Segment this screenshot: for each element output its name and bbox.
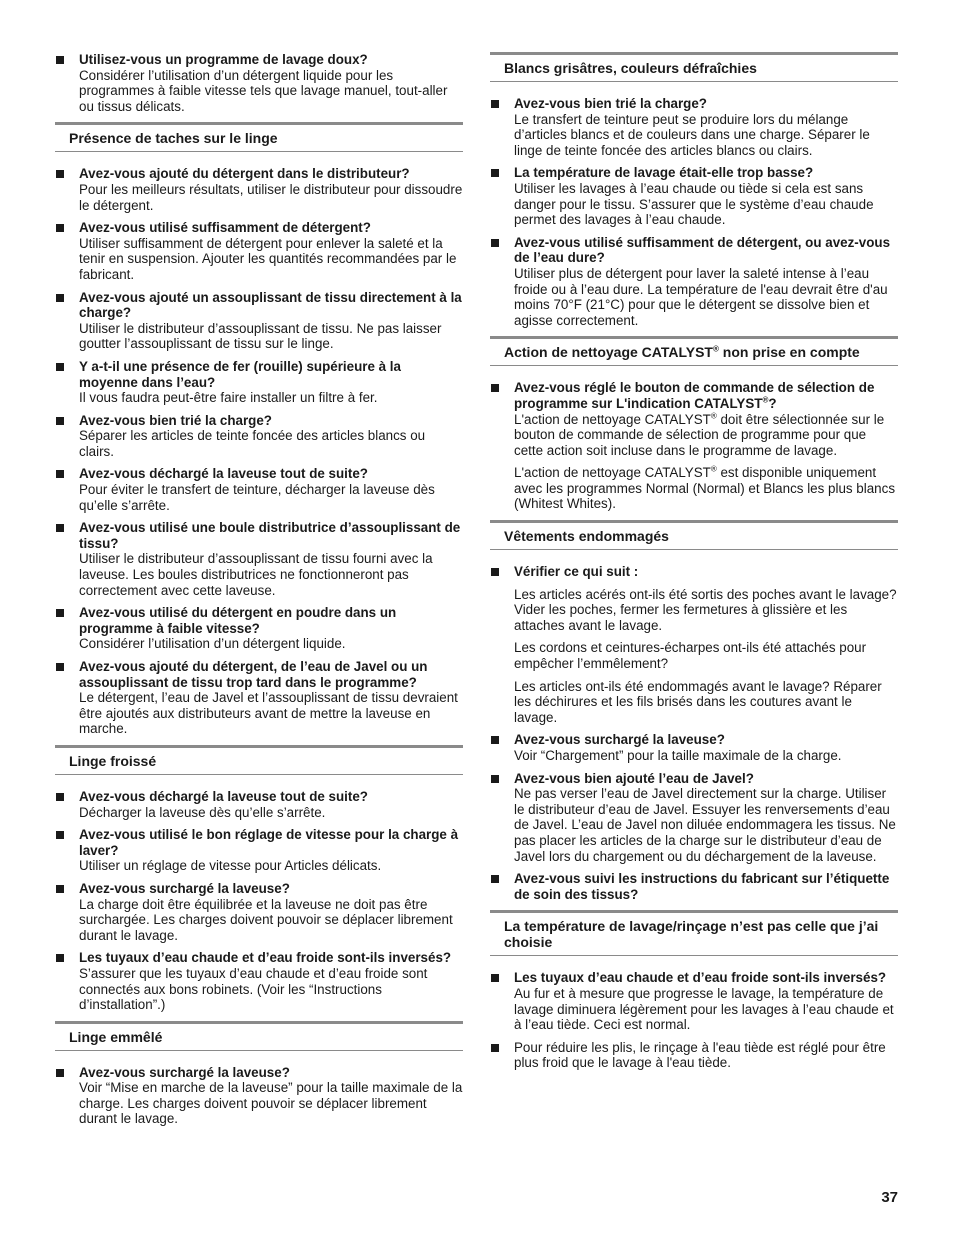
answer: Le transfert de teinture peut se produire lors du mélange d’articles blancs et de couleurs dans une charge. Séparer le linge de teinte foncée des articles blancs ou clairs. [514,111,870,158]
question: Avez-vous utilisé du détergent en poudre dans un programme à faible vitesse? [79,605,397,636]
question: Avez-vous utilisé le bon réglage de vitesse pour la charge à laver? [79,827,459,858]
list-item [490,732,898,763]
list-item [55,166,463,213]
list-item [55,827,463,874]
paragraph-text: est disponible uniquement avec les programmes Normal (Normal) et Blancs les plus blancs (Whitest Whites). [514,465,896,512]
list-item [490,871,898,902]
list-item [490,564,898,580]
list-item [490,380,898,458]
answer: Considérer l’utilisation d’un détergent liquide. [79,636,346,652]
list-item [55,413,463,460]
question: Vérifier ce qui suit : [514,564,639,580]
registered-mark: ® [712,344,719,354]
answer: Pour réduire les plis, le rinçage à l'eau tiède est réglé pour être plus froid que le lavage à l'eau tiède. [514,1039,886,1071]
question-text: Avez-vous réglé le bouton de commande de sélection de programme sur L'indication CATALYST [514,380,875,411]
question: Avez-vous utilisé suffisamment de détergent? [79,220,371,236]
question: Avez-vous déchargé la laveuse tout de suite? [79,788,368,804]
list-item [55,220,463,282]
list-item [490,96,898,158]
question: Avez-vous ajouté du détergent dans le distributeur? [79,166,410,182]
question: La température de lavage était-elle trop basse? [514,165,814,181]
answer: Pour éviter le transfert de teinture, décharger la laveuse dès qu’elle s’arrête. [79,482,435,513]
list-item [55,52,463,114]
answer-text: L'action de nettoyage CATALYST [514,411,711,427]
answer: Voir “Chargement” pour la taille maximale de la charge. [514,748,842,763]
answer: S’assurer que les tuyaux d’eau chaude et d’eau froide sont connectés aux bons robinets. (Voir les “Instructions d’installation”.) [79,965,428,1013]
list-item [490,771,898,865]
question: Avez-vous utilisé suffisamment de détergent, ou avez-vous de l’eau dure? [514,234,891,266]
list-item [55,466,463,513]
answer: Utiliser suffisamment de détergent pour enlever la saleté et la tenir en suspension. Ajouter les quantités recommandées par le fabricant. [79,235,457,282]
section-heading-blancs: Blancs grisâtres, couleurs défraîchies [490,52,898,82]
answer: Au fur et à mesure que progresse le lavage, la température de lavage diminuera légèrement pour les lavages à l’eau chaude et à l’eau tiède. Ceci est normal. [514,985,894,1033]
question: Avez-vous ajouté un assouplissant de tissu directement à la charge? [79,289,462,321]
answer: Utiliser un réglage de vitesse pour Articles délicats. [79,858,382,874]
answer: La charge doit être équilibrée et la laveuse ne doit pas être surchargée. Les charges doivent pouvoir se déplacer librement durant le lavage. [79,896,453,943]
question: Avez-vous ajouté du détergent, de l’eau de Javel ou un assouplissant de tissu trop tard dans le programme? [79,659,428,690]
page-number: 37 [881,1189,898,1206]
paragraph: Les cordons et ceintures-écharpes ont-ils été attachés pour empêcher l’emmêlement? [514,640,867,672]
list-item [490,1040,898,1071]
answer: Utiliser plus de détergent pour laver la saleté intense à l’eau froide ou à l’eau dure. La température de l'eau devrait être d'au moins 70°F (21°C) pour que le détergent se dissolve bien et agisse correctement. [514,265,888,328]
question: Utilisez-vous un programme de lavage doux? [79,52,368,67]
section-heading-taches: Présence de taches sur le linge [55,122,463,152]
answer: Pour les meilleurs résultats, utiliser le distributeur pour dissoudre le détergent. [79,181,463,213]
question: Les tuyaux d’eau chaude et d’eau froide sont-ils inversés? [514,970,887,986]
list-item [55,1065,463,1127]
answer-text: doit être sélectionnée sur le bouton de commande de sélection de programme pour que cette action soit incluse dans le programme de lavage. [514,411,885,458]
question: Avez-vous surchargé la laveuse? [79,880,290,896]
question: Les tuyaux d’eau chaude et d’eau froide sont-ils inversés? [79,950,452,966]
list-item [55,520,463,598]
question: Avez-vous bien trié la charge? [79,412,272,428]
right-column [490,52,898,1078]
question: Avez-vous suivi les instructions du fabricant sur l’étiquette de soin des tissus? [514,871,890,902]
question: Avez-vous bien ajouté l’eau de Javel? [514,770,754,786]
section-heading-catalyst [490,336,898,366]
section-heading-froisse: Linge froissé [55,745,463,775]
paragraph: Les articles acérés ont-ils été sortis des poches avant le lavage? Vider les poches, fermer les fermetures à glissière et les attaches avant le lavage. [514,586,897,633]
answer: Ne pas verser l’eau de Javel directement sur la charge. Utiliser le distributeur d’eau de Javel. Essuyer les renversements d’eau de Javel. L’eau de Javel non diluée endommagera les tissus. Ne pas placer les articles de la charge sur le distributeur d’eau de Javel lors du chargement ou du déchargement de la laveuse. [514,786,896,864]
registered-mark: ® [710,411,717,421]
question: Y a-t-il une présence de fer (rouille) supérieure à la moyenne dans l’eau? [79,358,401,390]
question-text: ? [768,395,777,411]
list-item [55,881,463,943]
answer: Voir “Mise en marche de la laveuse” pour la taille maximale de la charge. Les charges doivent pouvoir se déplacer librement durant le lavage. [79,1080,463,1127]
list-item [55,605,463,652]
answer: Le détergent, l’eau de Javel et l’assouplissant de tissu devraient être ajoutés aux distributeurs avant de mettre la laveuse en marche. [79,690,458,737]
answer: Séparer les articles de teinte foncée des articles blancs ou clairs. [79,428,426,459]
answer [514,412,898,459]
list-item [55,659,463,737]
list-item [490,235,898,329]
section-heading-temperature: La température de lavage/rinçage n’est pas celle que j’ai choisie [490,910,898,956]
paragraph-text: L'action de nettoyage CATALYST [514,465,711,481]
answer: Utiliser le distributeur d’assouplissant de tissu. Ne pas laisser goutter l’assouplissant de tissu sur le linge. [79,320,442,352]
list-item [490,970,898,1032]
question: Avez-vous surchargé la laveuse? [79,1064,290,1080]
list-item [55,789,463,820]
answer: Considérer l’utilisation d’un détergent liquide pour les programmes à faible vitesse tels que lavage manuel, tout-aller ou tissus délicats. [79,67,448,114]
answer: Utiliser le distributeur d’assouplissant de tissu fourni avec la laveuse. Les boules distributrices ne fonctionneront pas correctement avec cette laveuse. [79,551,433,598]
list-item [55,950,463,1012]
registered-mark: ® [710,464,717,474]
question: Avez-vous bien trié la charge? [514,96,707,111]
list-item [55,290,463,352]
section-heading-emmele: Linge emmêlé [55,1021,463,1051]
section-heading-endommages: Vêtements endommagés [490,520,898,550]
answer: Utiliser les lavages à l’eau chaude ou tiède si cela est sans danger pour le tissu. S’assurer que le système d’eau chaude permet des lavages à l’eau chaude. [514,180,874,228]
answer: Il vous faudra peut-être faire installer un filtre à fer. [79,390,378,406]
question: Avez-vous utilisé une boule distributrice d’assouplissant de tissu? [79,520,461,551]
list-item [55,359,463,406]
question [514,380,898,411]
question: Avez-vous surchargé la laveuse? [514,732,725,748]
paragraph: Les articles ont-ils été endommagés avant le lavage? Réparer les déchirures et les fils brisés dans les coutures avant le lavage. [514,678,882,725]
heading-text: non prise en compte [718,344,860,361]
heading-text: Action de nettoyage CATALYST [504,344,713,361]
paragraph [490,465,898,512]
list-item [490,165,898,227]
left-column [55,52,463,1134]
question: Avez-vous déchargé la laveuse tout de suite? [79,466,368,482]
answer: Décharger la laveuse dès qu’elle s’arrête. [79,804,326,820]
registered-mark: ® [762,395,769,405]
